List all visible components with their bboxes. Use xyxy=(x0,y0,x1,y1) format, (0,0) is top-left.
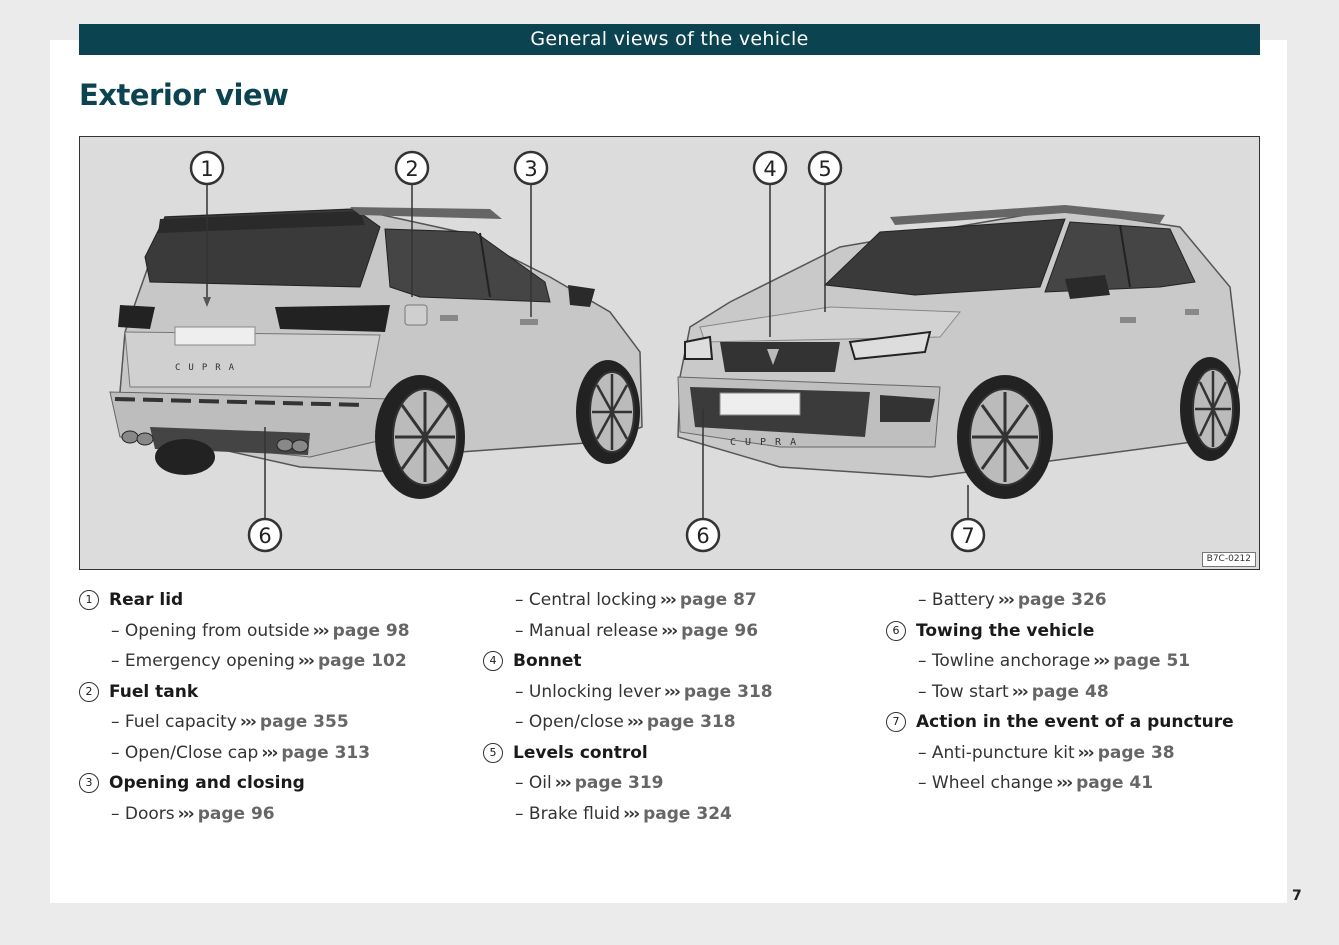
legend-entry xyxy=(886,768,1266,799)
rear-badge: CUPRA xyxy=(175,363,243,373)
page-reference-link[interactable]: page 51 xyxy=(1113,651,1191,671)
page-reference-link[interactable]: page 102 xyxy=(317,651,407,671)
front-car xyxy=(678,205,1240,499)
legend-heading-text: Action in the event of a puncture xyxy=(916,712,1234,732)
legend-entry xyxy=(79,799,459,830)
page-reference-link[interactable]: page 319 xyxy=(574,773,664,793)
legend-column-1 xyxy=(79,585,459,829)
callout-5 xyxy=(809,152,841,184)
callout-1 xyxy=(191,152,223,184)
reference-arrow: ››› xyxy=(659,590,675,610)
legend-entry-text: – Wheel change xyxy=(918,773,1054,793)
page-reference-link[interactable]: page 318 xyxy=(683,681,773,702)
callout-4 xyxy=(754,152,786,184)
reference-arrow: ››› xyxy=(661,620,677,641)
callout-label: 4 xyxy=(763,157,777,181)
legend-entry-text: – Battery xyxy=(918,590,995,610)
legend-heading xyxy=(79,585,459,616)
reference-arrow: ››› xyxy=(554,773,570,793)
reference-arrow: ››› xyxy=(1011,681,1027,702)
legend-entry-text: – Towline anchorage xyxy=(918,651,1091,671)
legend-heading xyxy=(886,707,1266,738)
legend-column-2 xyxy=(483,585,863,829)
reference-arrow: ››› xyxy=(1093,651,1109,671)
reference-arrow: ››› xyxy=(997,590,1013,610)
reference-arrow: ››› xyxy=(626,712,642,732)
legend-number-badge: 1 xyxy=(79,590,99,610)
legend-column-3 xyxy=(886,585,1266,799)
legend-entry xyxy=(886,738,1266,769)
callout-7 xyxy=(952,519,984,551)
page-reference-link[interactable]: page 38 xyxy=(1097,742,1175,763)
reference-arrow: ››› xyxy=(623,803,639,824)
page-reference-link[interactable]: page 98 xyxy=(332,620,410,641)
legend-heading-text: Rear lid xyxy=(109,590,184,610)
legend-entry xyxy=(79,707,459,738)
legend-entry xyxy=(79,616,459,647)
rear-car xyxy=(110,207,642,499)
legend-entry-text: – Brake fluid xyxy=(515,803,621,824)
callout-label: 6 xyxy=(696,524,710,548)
section-header: General views of the vehicle xyxy=(79,24,1260,55)
legend-entry-text: – Fuel capacity xyxy=(111,712,237,732)
legend-entry-text: – Central locking xyxy=(515,590,657,610)
legend-entry xyxy=(79,738,459,769)
callout-3 xyxy=(515,152,547,184)
legend-entry xyxy=(79,646,459,677)
legend-number-badge: 2 xyxy=(79,682,99,702)
page-reference-link[interactable]: page 96 xyxy=(681,620,759,641)
legend-number-badge: 5 xyxy=(483,743,503,763)
legend-entry-text: – Oil xyxy=(515,773,552,793)
legend-heading-text: Opening and closing xyxy=(109,773,305,793)
reference-arrow: ››› xyxy=(177,803,193,824)
page-reference-link[interactable]: page 326 xyxy=(1017,590,1107,610)
figure-code: B7C-0212 xyxy=(1202,552,1256,567)
legend-heading-text: Fuel tank xyxy=(109,681,199,702)
page-reference-link[interactable]: page 96 xyxy=(197,803,275,824)
legend-entry-text: – Manual release xyxy=(515,620,659,641)
callout-label: 3 xyxy=(524,157,538,181)
legend-heading-text: Towing the vehicle xyxy=(916,620,1095,641)
legend-entry xyxy=(483,799,863,830)
legend-entry xyxy=(483,616,863,647)
page-title: Exterior view xyxy=(79,78,289,112)
callout-label: 2 xyxy=(405,157,419,181)
legend-entry-text: – Unlocking lever xyxy=(515,681,661,702)
legend-entry xyxy=(483,768,863,799)
callout-label: 6 xyxy=(258,524,272,548)
legend-entry xyxy=(886,677,1266,708)
legend-entry-text: – Opening from outside xyxy=(111,620,310,641)
legend-entry-text: – Emergency opening xyxy=(111,651,295,671)
legend-number-badge: 4 xyxy=(483,651,503,671)
legend-entry-text: – Tow start xyxy=(918,681,1009,702)
legend-number-badge: 6 xyxy=(886,621,906,641)
page-reference-link[interactable]: page 87 xyxy=(679,590,757,610)
legend-heading xyxy=(886,616,1266,647)
legend-number-badge: 7 xyxy=(886,712,906,732)
reference-arrow: ››› xyxy=(1077,742,1093,763)
legend-heading xyxy=(79,768,459,799)
page-reference-link[interactable]: page 355 xyxy=(259,712,349,732)
legend-heading xyxy=(483,646,863,677)
legend-heading-text: Bonnet xyxy=(513,651,582,671)
legend-entry xyxy=(886,585,1266,616)
page-number: 7 xyxy=(1292,888,1302,904)
reference-arrow: ››› xyxy=(261,742,277,763)
callout-2 xyxy=(396,152,428,184)
callout-label: 5 xyxy=(818,157,832,181)
legend-entry xyxy=(483,585,863,616)
front-badge: CUPRA xyxy=(730,437,806,448)
legend-heading xyxy=(483,738,863,769)
legend-heading xyxy=(79,677,459,708)
reference-arrow: ››› xyxy=(312,620,328,641)
vehicle-figure xyxy=(79,136,1260,570)
legend-entry-text: – Doors xyxy=(111,803,175,824)
callout-6-front xyxy=(687,519,719,551)
reference-arrow: ››› xyxy=(239,712,255,732)
legend-entry xyxy=(886,646,1266,677)
legend-heading-text: Levels control xyxy=(513,742,648,763)
reference-arrow: ››› xyxy=(297,651,313,671)
page-reference-link[interactable]: page 41 xyxy=(1076,773,1154,793)
page-reference-link[interactable]: page 318 xyxy=(646,712,736,732)
legend-number-badge: 3 xyxy=(79,773,99,793)
legend-entry xyxy=(483,707,863,738)
legend-entry xyxy=(483,677,863,708)
legend-entry-text: – Open/close xyxy=(515,712,624,732)
page-reference-link[interactable]: page 324 xyxy=(643,803,732,824)
page-reference-link[interactable]: page 313 xyxy=(281,742,371,763)
legend-entry-text: – Open/Close cap xyxy=(111,742,259,763)
vehicle-illustration xyxy=(80,137,1259,569)
page-reference-link[interactable]: page 48 xyxy=(1031,681,1109,702)
reference-arrow: ››› xyxy=(663,681,679,702)
reference-arrow: ››› xyxy=(1056,773,1072,793)
callout-6-rear xyxy=(249,519,281,551)
callout-label: 1 xyxy=(200,157,214,181)
legend-entry-text: – Anti-puncture kit xyxy=(918,742,1075,763)
callout-label: 7 xyxy=(961,524,975,548)
